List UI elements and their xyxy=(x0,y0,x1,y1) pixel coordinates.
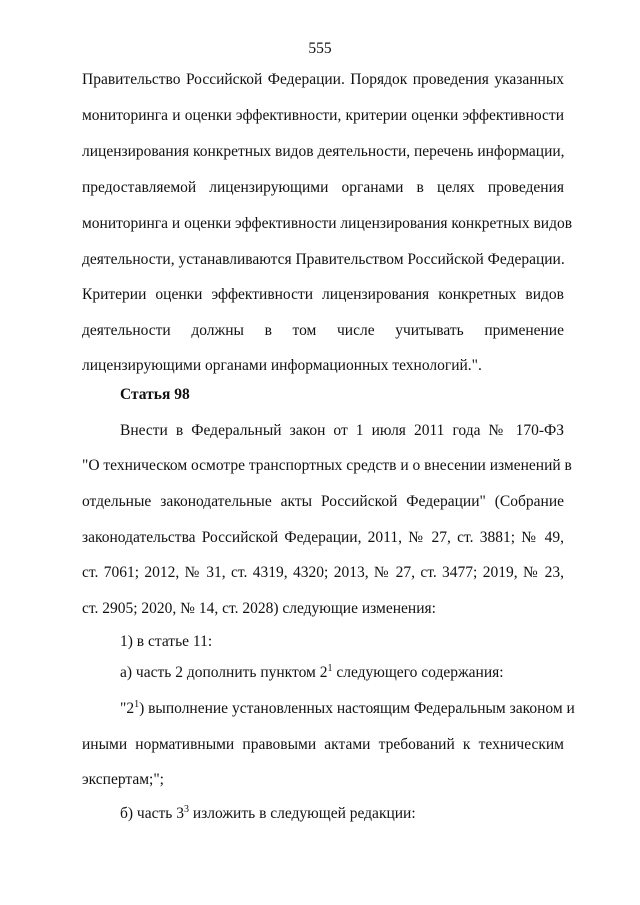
text-span: изложить в следующей редакции: xyxy=(188,805,416,822)
text-line: мониторинга и оценки эффективности лицензирования конкретных видов xyxy=(82,215,573,232)
text-line: ст. 7061; 2012, № 31, ст. 4319, 4320; 2013, № 27, ст. 3477; 2019, № 23, xyxy=(82,564,564,581)
text-line: Правительство Российской Федерации. Порядок проведения указанных xyxy=(82,71,564,88)
text-span: а) часть 2 дополнить пунктом 2 xyxy=(120,664,328,681)
superscript: 1 xyxy=(134,698,140,710)
text-line: мониторинга и оценки эффективности, критерии оценки эффективности xyxy=(82,107,564,124)
text-line: Внести в Федеральный закон от 1 июля 2011 года № 170-ФЗ xyxy=(120,422,564,439)
text-line: деятельности, устанавливаются Правительством Российской Федерации. xyxy=(82,251,565,268)
text-line: Критерии оценки эффективности лицензирования конкретных видов xyxy=(82,286,564,303)
superscript: 3 xyxy=(183,803,189,815)
text-line: лицензирующими органами информационных технологий.". xyxy=(82,357,482,374)
text-line xyxy=(120,698,575,718)
text-line xyxy=(120,664,564,682)
text-line: иными нормативными правовыми актами требований к техническим xyxy=(82,736,564,753)
text-line: экспертам;"; xyxy=(82,771,164,788)
text-span: б) часть 3 xyxy=(120,805,184,822)
text-line: предоставляемой лицензирующими органами в целях проведения xyxy=(82,179,564,196)
text-line: законодательства Российской Федерации, 2011, № 27, ст. 3881; № 49, xyxy=(82,529,564,546)
text-line: лицензирования конкретных видов деятельности, перечень информации, xyxy=(82,143,565,160)
article-heading: Статья 98 xyxy=(120,386,190,403)
text-line xyxy=(120,805,564,823)
text-span: следующего содержания: xyxy=(332,664,504,681)
text-line: "О техническом осмотре транспортных средств и о внесении изменений в xyxy=(82,457,572,474)
text-line: 1) в статье 11: xyxy=(120,633,213,650)
superscript: 1 xyxy=(327,662,333,674)
text-line: деятельности должны в том числе учитывать применение xyxy=(82,322,564,339)
text-span: ) выполнение установленных настоящим Федеральным законом и xyxy=(139,700,575,717)
text-line: отдельные законодательные акты Российской Федерации" (Собрание xyxy=(82,493,564,510)
text-line: ст. 2905; 2020, № 14, ст. 2028) следующие изменения: xyxy=(82,600,436,617)
text-span: "2 xyxy=(120,700,135,717)
page-number: 555 xyxy=(308,40,332,57)
